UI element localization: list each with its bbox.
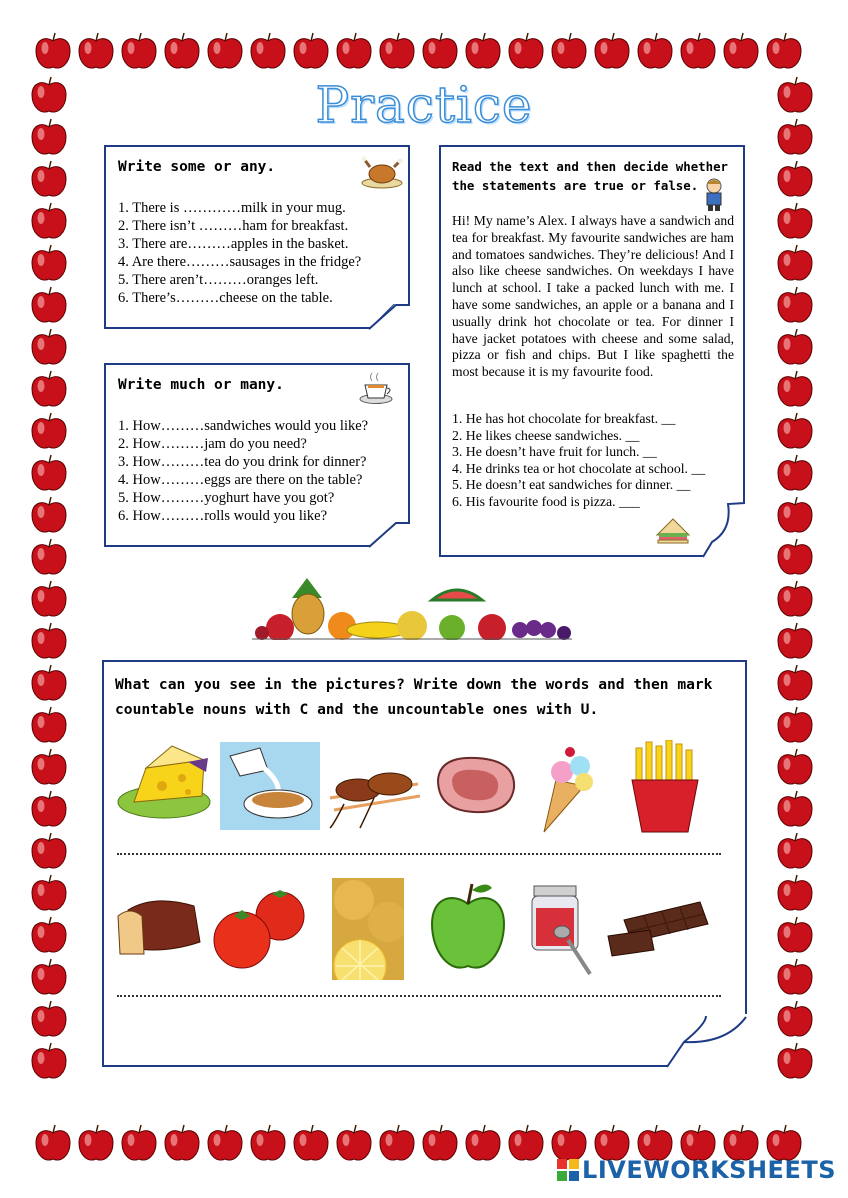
statement-list bbox=[452, 411, 705, 511]
apple-border-icon bbox=[776, 160, 814, 200]
apple-border-icon bbox=[34, 32, 72, 72]
apple-border-icon bbox=[335, 1124, 373, 1164]
apple-border-icon bbox=[30, 538, 68, 578]
apple-border-icon bbox=[776, 454, 814, 494]
apple-border-icon bbox=[464, 32, 502, 72]
apple-border-icon bbox=[30, 832, 68, 872]
apple-border-icon bbox=[77, 32, 115, 72]
list-item: 6. How………rolls would you like? bbox=[118, 508, 328, 524]
apple-border-icon bbox=[249, 1124, 287, 1164]
apple-border-icon bbox=[30, 160, 68, 200]
apple-border-icon bbox=[30, 622, 68, 662]
list-item: 5. He doesn’t eat sandwiches for dinner. __ bbox=[452, 477, 691, 493]
apple-border-icon bbox=[30, 874, 68, 914]
pictures-header-line: countable nouns with C and the uncountable ones with U. bbox=[115, 701, 599, 718]
apple-border-icon bbox=[776, 286, 814, 326]
cereal-milk-picture bbox=[220, 742, 320, 830]
apple-border-icon bbox=[30, 328, 68, 368]
roast-chicken-icon bbox=[360, 153, 404, 189]
brand-name: LIVEWORKSHEETS bbox=[582, 1156, 836, 1184]
apple-border-icon bbox=[776, 748, 814, 788]
orange-picture bbox=[332, 878, 404, 980]
list-item: 2. How………jam do you need? bbox=[118, 436, 307, 452]
much-many-list bbox=[118, 417, 368, 525]
chocolate-picture bbox=[604, 896, 712, 958]
apple-border-icon bbox=[776, 580, 814, 620]
apple-border-icon bbox=[292, 32, 330, 72]
apple-border-icon bbox=[163, 1124, 201, 1164]
list-item: 2. He likes cheese sandwiches. __ bbox=[452, 427, 640, 443]
apple-border-icon bbox=[776, 244, 814, 284]
tomatoes-picture bbox=[206, 886, 312, 972]
apple-border-icon bbox=[30, 748, 68, 788]
apple-border-icon bbox=[30, 664, 68, 704]
list-item: 3. How………tea do you drink for dinner? bbox=[118, 454, 367, 470]
apple-border-icon bbox=[206, 32, 244, 72]
apple-border-icon bbox=[30, 706, 68, 746]
sandwich-icon bbox=[655, 515, 691, 545]
apple-border-icon bbox=[776, 832, 814, 872]
apple-border-icon bbox=[776, 916, 814, 956]
apple-border-icon bbox=[206, 1124, 244, 1164]
apple-border-icon bbox=[636, 32, 674, 72]
apple-border-icon bbox=[120, 1124, 158, 1164]
apple-border-icon bbox=[679, 32, 717, 72]
apple-border-icon bbox=[421, 32, 459, 72]
cheese-picture bbox=[116, 744, 214, 820]
apple-border-icon bbox=[30, 370, 68, 410]
apple-border-icon bbox=[30, 1000, 68, 1040]
list-item: 5. How………yoghurt have you got? bbox=[118, 490, 335, 506]
apple-border-icon bbox=[34, 1124, 72, 1164]
apple-border-icon bbox=[30, 790, 68, 830]
page-curl bbox=[666, 1014, 748, 1068]
apple-border-icon bbox=[292, 1124, 330, 1164]
list-item: 4. How………eggs are there on the table? bbox=[118, 472, 363, 488]
reading-header bbox=[452, 157, 728, 195]
reading-exercise bbox=[439, 145, 745, 557]
apple-border-icon bbox=[776, 790, 814, 830]
apple-border-icon bbox=[550, 32, 588, 72]
apple-border-icon bbox=[163, 32, 201, 72]
much-many-header: Write much or many. bbox=[118, 377, 284, 393]
answer-line bbox=[117, 853, 721, 855]
some-any-exercise bbox=[104, 145, 410, 329]
tea-cup-icon bbox=[358, 371, 394, 405]
apple-border-icon bbox=[776, 622, 814, 662]
apple-border-icon bbox=[507, 32, 545, 72]
list-item: 6. There’s………cheese on the table. bbox=[118, 290, 333, 306]
list-item: 4. Are there………sausages in the fridge? bbox=[118, 254, 362, 270]
page-curl bbox=[702, 502, 746, 558]
apple-border-icon bbox=[593, 32, 631, 72]
ice-cream-picture bbox=[536, 740, 606, 836]
pictures-header-line: What can you see in the pictures? Write down the words and then mark bbox=[115, 676, 713, 693]
page-curl bbox=[369, 522, 411, 548]
apple-border-icon bbox=[378, 1124, 416, 1164]
apple-border-icon bbox=[30, 454, 68, 494]
list-item: 1. How………sandwiches would you like? bbox=[118, 418, 369, 434]
apple-border-icon bbox=[776, 706, 814, 746]
pictures-header bbox=[115, 672, 712, 722]
some-any-header: Write some or any. bbox=[118, 159, 276, 175]
apple-border-icon bbox=[776, 538, 814, 578]
apple-border-icon bbox=[507, 1124, 545, 1164]
apple-border-icon bbox=[30, 496, 68, 536]
apple-border-icon bbox=[30, 244, 68, 284]
apple-border-icon bbox=[776, 328, 814, 368]
apple-border-icon bbox=[30, 286, 68, 326]
apple-border-icon bbox=[30, 202, 68, 242]
sausages-picture bbox=[324, 744, 424, 830]
apple-border-icon bbox=[421, 1124, 459, 1164]
apple-border-icon bbox=[776, 874, 814, 914]
chips-picture bbox=[626, 740, 712, 834]
list-item: 6. His favourite food is pizza. ___ bbox=[452, 493, 640, 509]
apple-border-icon bbox=[776, 412, 814, 452]
list-item: 3. There are………apples in the basket. bbox=[118, 236, 349, 252]
answer-line bbox=[117, 995, 721, 997]
meat-picture bbox=[430, 750, 522, 820]
bread-picture bbox=[114, 892, 208, 958]
apple-border-icon bbox=[30, 1042, 68, 1082]
apple-picture bbox=[428, 878, 508, 976]
apple-border-icon bbox=[464, 1124, 502, 1164]
apple-border-icon bbox=[77, 1124, 115, 1164]
reading-header-line: Read the text and then decide whether bbox=[452, 159, 729, 174]
apple-border-icon bbox=[249, 32, 287, 72]
jam-jar-picture bbox=[528, 880, 598, 980]
list-item: 4. He drinks tea or hot chocolate at school. __ bbox=[452, 460, 706, 476]
page-curl bbox=[369, 304, 411, 330]
page-title: Practice bbox=[315, 76, 533, 134]
apple-border-icon bbox=[378, 32, 416, 72]
some-any-list bbox=[118, 199, 361, 307]
liveworksheets-grid-icon bbox=[557, 1159, 579, 1181]
reading-text: Hi! My name’s Alex. I always have a sandwich and tea for breakfast. My favourite sandwiches are ham and tomatoes sandwiches. They’re delicious! And I also like cheese sandwiches. On weekdays I have lunch at school. I take a packed lunch with me. I have some sandwiches, an apple or a banana and I usually drink hot chocolate or tea. For dinner I have jacket potatoes with cheese and some salad, pizza or fish and chips. But I like spaghetti the most because it is my favourite food. bbox=[452, 213, 734, 380]
fruit-banner-image bbox=[252, 578, 572, 640]
list-item: 1. There is …………milk in your mug. bbox=[118, 200, 346, 216]
list-item: 1. He has hot chocolate for breakfast. __ bbox=[452, 411, 676, 426]
liveworksheets-logo bbox=[557, 1156, 836, 1184]
apple-border-icon bbox=[30, 412, 68, 452]
list-item: 2. There isn’t ………ham for breakfast. bbox=[118, 218, 349, 234]
apple-border-icon bbox=[722, 32, 760, 72]
much-many-exercise bbox=[104, 363, 410, 547]
apple-border-icon bbox=[776, 664, 814, 704]
apple-border-icon bbox=[776, 1042, 814, 1082]
pictures-exercise bbox=[102, 660, 747, 1067]
apple-border-icon bbox=[30, 916, 68, 956]
apple-border-icon bbox=[776, 370, 814, 410]
apple-border-icon bbox=[120, 32, 158, 72]
list-item: 5. There aren’t………oranges left. bbox=[118, 272, 319, 288]
apple-border-icon bbox=[765, 32, 803, 72]
apple-border-icon bbox=[776, 496, 814, 536]
boy-icon bbox=[701, 177, 727, 211]
apple-border-icon bbox=[776, 1000, 814, 1040]
apple-border-icon bbox=[776, 958, 814, 998]
apple-border-icon bbox=[30, 580, 68, 620]
list-item: 3. He doesn’t have fruit for lunch. __ bbox=[452, 444, 657, 460]
apple-border-icon bbox=[30, 958, 68, 998]
reading-header-line: the statements are true or false. bbox=[452, 178, 699, 193]
apple-border-icon bbox=[776, 202, 814, 242]
apple-border-icon bbox=[335, 32, 373, 72]
